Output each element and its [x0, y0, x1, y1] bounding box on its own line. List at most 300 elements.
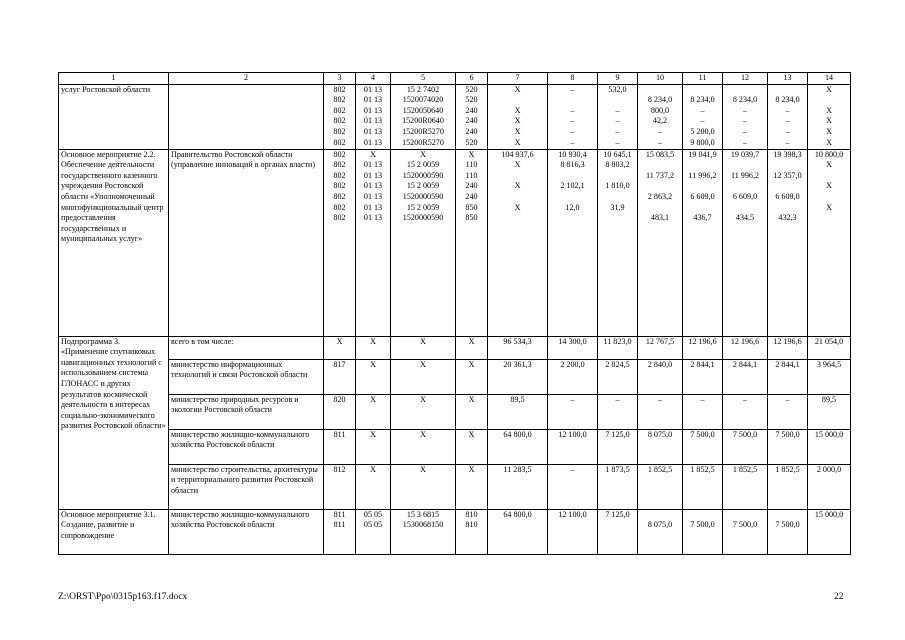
code-col5: X [391, 394, 456, 429]
cell-line: X [514, 126, 521, 136]
cell-line [810, 213, 848, 224]
value-col10: – [638, 394, 683, 429]
value-col9: 11 823,0 [598, 336, 638, 359]
value-col11: – [683, 394, 723, 429]
header-row [59, 73, 851, 85]
code-col5: X [391, 429, 456, 464]
cell-line: 5 200,0 [690, 126, 715, 136]
cell-line: 15 2 0059 [406, 181, 440, 191]
cell-line: 64 800,0 [503, 509, 532, 519]
cell-line: X [514, 160, 521, 170]
executor-cell: министерство строительства, архитектуры и территориального развития Ростовской области [169, 464, 324, 509]
cell-line: X [514, 84, 521, 94]
cell-line: 10 930,4 [558, 149, 587, 159]
code-col6 [456, 149, 488, 336]
value-col9: 7 125,0 [598, 429, 638, 464]
cell-line: 15 3 6815 [406, 509, 440, 519]
cell-line [490, 520, 545, 531]
cell-line: – [742, 105, 748, 115]
cell-line [550, 95, 595, 106]
cell-line: – [742, 116, 748, 126]
code-col6: X [456, 394, 488, 429]
value-col7 [488, 149, 548, 336]
cell-line [685, 181, 720, 192]
value-col12 [723, 509, 768, 554]
cell-line [490, 192, 545, 203]
code-col6: X [456, 464, 488, 509]
value-col12 [723, 84, 768, 149]
cell-line: 434,5 [735, 213, 755, 223]
cell-line: X [826, 126, 832, 136]
code-col6 [456, 84, 488, 149]
page-number: 22 [834, 592, 844, 602]
value-col11 [683, 84, 723, 149]
table-row [59, 149, 851, 336]
cell-line: 802 [333, 160, 346, 170]
table-row [59, 394, 851, 429]
cell-line: – [615, 126, 620, 136]
executor-cell: министерство жилищно-коммунального хозяйства Ростовской области [169, 509, 324, 554]
cell-line: 436,7 [693, 213, 712, 223]
cell-line: 19 041,9 [688, 149, 717, 159]
cell-line: 1520074020 [402, 95, 444, 105]
cell-line: – [785, 137, 790, 147]
executor-cell [169, 84, 324, 149]
cell-line: – [570, 116, 575, 126]
value-col13: – [768, 394, 808, 429]
document-path: Z:\ORST\Ppo\0315p163.f17.docx [58, 592, 188, 602]
cell-line: 15 083,5 [645, 149, 675, 159]
cell-line [640, 85, 680, 96]
table-row [59, 429, 851, 464]
value-col7: 96 534,3 [488, 336, 548, 359]
cell-line [490, 213, 545, 224]
value-col9: 2 824,5 [598, 359, 638, 394]
cell-line [600, 95, 635, 106]
cell-line: 11 996,2 [730, 170, 760, 180]
cell-line: X [514, 105, 521, 115]
cell-line: 802 [333, 84, 346, 94]
value-col9: 1 873,5 [598, 464, 638, 509]
code-col5 [391, 84, 456, 149]
cell-line: 01 13 [363, 95, 383, 105]
cell-line: X [514, 181, 521, 191]
code-col4: X [356, 359, 391, 394]
cell-line: 1 810,0 [605, 181, 630, 191]
cell-line: 7 500,0 [775, 520, 800, 530]
value-col14 [808, 509, 851, 554]
cell-line: 11 996,2 [688, 170, 717, 180]
cell-line [550, 213, 595, 224]
cell-line: 802 [333, 213, 346, 223]
cell-line: 31,9 [610, 202, 625, 212]
cell-line: 7 125,0 [605, 509, 630, 519]
header-cell: 14 [808, 73, 851, 85]
cell-line: 810 [465, 509, 478, 519]
code-col4 [356, 149, 391, 336]
cell-line: – [570, 105, 575, 115]
header-cell: 2 [169, 73, 324, 85]
cell-line: – [785, 105, 790, 115]
cell-line: – [570, 84, 575, 94]
header-cell: 3 [324, 73, 356, 85]
cell-line: 240 [465, 126, 478, 136]
value-col12: 2 844,1 [723, 359, 768, 394]
code-col6: X [456, 359, 488, 394]
cell-line [770, 203, 805, 214]
cell-line: 19 398,3 [773, 149, 802, 159]
cell-line: 8 234,0 [732, 95, 758, 105]
cell-line: 6 609,0 [775, 191, 800, 201]
cell-line [810, 192, 848, 203]
code-col4: X [356, 429, 391, 464]
cell-line: 800,0 [650, 105, 670, 115]
cell-line: 11 737,2 [645, 170, 675, 180]
cell-line: X [420, 149, 426, 159]
cell-line [685, 160, 720, 171]
budget-table [58, 72, 851, 555]
cell-line [490, 95, 545, 106]
cell-line [550, 171, 595, 182]
cell-line: 240 [465, 181, 478, 191]
value-col9 [598, 149, 638, 336]
header-cell: 8 [548, 73, 598, 85]
cell-line: 802 [333, 170, 346, 180]
cell-line: 8 234,0 [775, 95, 800, 105]
value-col14: 21 054,0 [808, 336, 851, 359]
event-name-cell: Основное мероприятие 2.2. Обеспечение деятельности государственного казенного учреждения Ростовской области «Уполномоченный многофункциональный центр предоставления государственных и муниципальных услуг» [59, 149, 169, 336]
cell-line: X [514, 137, 521, 147]
header-cell: 10 [638, 73, 683, 85]
value-col10: 12 767,5 [638, 336, 683, 359]
cell-line: 01 13 [363, 126, 383, 136]
table-row [59, 84, 851, 149]
cell-line: 1520000590 [402, 170, 444, 180]
cell-line: 2 863,2 [647, 191, 673, 201]
value-col11: 1 852,5 [683, 464, 723, 509]
subprogram-name-cell: Подпрограмма 3. «Применение спутниковых навигационных технологий с использованием системы ГЛОНАСС и других результатов космической деятельности в интересах социально-экономического развития Ростовской области» [59, 336, 169, 509]
cell-line [490, 171, 545, 182]
cell-line: 520 [465, 84, 478, 94]
cell-line: X [370, 149, 376, 159]
event-name-cell: Основное мероприятие 3.1. Создание, развитие и сопровождение [59, 509, 169, 554]
header-cell: 7 [488, 73, 548, 85]
cell-line: X [826, 84, 832, 94]
cell-line: 1520000590 [402, 191, 444, 201]
cell-line: 1530068150 [402, 520, 444, 530]
cell-line [725, 510, 765, 521]
cell-line: 8 803,2 [605, 160, 630, 170]
code-col5: X [391, 359, 456, 394]
cell-line: 6 609,0 [690, 191, 715, 201]
header-cell: 9 [598, 73, 638, 85]
cell-line [725, 181, 765, 192]
cell-line [725, 160, 765, 171]
table-row [59, 464, 851, 509]
cell-line: X [514, 116, 521, 126]
value-col10: 2 840,0 [638, 359, 683, 394]
cell-line: 9 800,0 [690, 137, 715, 147]
cell-line: – [742, 126, 748, 136]
cell-line: 802 [333, 181, 346, 191]
cell-line: 15200R5270 [402, 126, 444, 136]
cell-line: – [700, 105, 705, 115]
value-col14 [808, 149, 851, 336]
cell-line: 802 [333, 116, 346, 126]
cell-line: X [826, 160, 832, 170]
value-col14 [808, 84, 851, 149]
cell-line: 42,2 [652, 116, 668, 126]
value-col10 [638, 84, 683, 149]
cell-line: 520 [465, 95, 478, 105]
cell-line: 432,3 [778, 213, 797, 223]
cell-line: 1520050640 [402, 105, 444, 115]
cell-line: – [570, 126, 575, 136]
value-col13: 1 852,5 [768, 464, 808, 509]
cell-line: 01 13 [363, 213, 383, 223]
executor-cell: министерство жилищно-коммунального хозяйства Ростовской области [169, 429, 324, 464]
code-col3: X [324, 336, 356, 359]
value-col7: 64 800,0 [488, 429, 548, 464]
code-col3 [324, 509, 356, 554]
cell-line: – [742, 137, 748, 147]
cell-line: – [657, 126, 663, 136]
value-col7: 11 283,5 [488, 464, 548, 509]
cell-line: 850 [465, 202, 478, 212]
cell-line: 1520000590 [402, 213, 444, 223]
cell-line: 7 500,0 [690, 520, 715, 530]
value-col9 [598, 509, 638, 554]
value-col11: 12 196,6 [683, 336, 723, 359]
value-col8 [548, 84, 598, 149]
value-col10 [638, 149, 683, 336]
header-cell: 4 [356, 73, 391, 85]
code-col6: X [456, 336, 488, 359]
cell-line: 104 937,6 [501, 149, 534, 159]
table-row [59, 336, 851, 359]
cell-line: 850 [465, 213, 478, 223]
cell-line: 8 234,0 [647, 95, 673, 105]
cell-line: 15200R0640 [402, 116, 444, 126]
cell-line: – [615, 137, 620, 147]
cell-line: 8 234,0 [690, 95, 715, 105]
cell-line: 05 05 [363, 520, 383, 530]
cell-line: 532,0 [608, 84, 627, 94]
value-col11 [683, 149, 723, 336]
cell-line: 110 [465, 160, 478, 170]
header-cell: 5 [391, 73, 456, 85]
cell-line: 12 357,0 [773, 170, 802, 180]
header-cell: 11 [683, 73, 723, 85]
header-cell: 12 [723, 73, 768, 85]
value-col8: – [548, 394, 598, 429]
cell-line [640, 181, 680, 192]
cell-line: 8 075,0 [647, 520, 673, 530]
cell-line: – [785, 116, 790, 126]
value-col13: 7 500,0 [768, 429, 808, 464]
code-col3: 817 [324, 359, 356, 394]
code-col3 [324, 84, 356, 149]
cell-line: 520 [465, 137, 478, 147]
cell-line: 01 13 [363, 202, 383, 212]
cell-line: 240 [465, 191, 478, 201]
cell-line: 802 [333, 202, 346, 212]
value-col12: 1 852,5 [723, 464, 768, 509]
cell-line: 2 102,1 [560, 181, 585, 191]
cell-line: 01 13 [363, 137, 383, 147]
code-col5 [391, 149, 456, 336]
header-cell: 6 [456, 73, 488, 85]
cell-line: 802 [333, 149, 346, 159]
cell-line: – [615, 105, 620, 115]
code-col4 [356, 509, 391, 554]
value-col10 [638, 509, 683, 554]
code-col3: 820 [324, 394, 356, 429]
cell-line [600, 520, 635, 531]
cell-line: – [570, 137, 575, 147]
cell-line [725, 85, 765, 96]
value-col14: 2 000,0 [808, 464, 851, 509]
cell-line: 10 800,0 [814, 149, 844, 159]
value-col8: – [548, 464, 598, 509]
cell-line: 8 816,3 [560, 160, 585, 170]
cell-line [685, 85, 720, 96]
cell-line: X [826, 105, 832, 115]
code-col4: X [356, 464, 391, 509]
cell-line: 240 [465, 116, 478, 126]
value-col9 [598, 84, 638, 149]
cell-line [685, 203, 720, 214]
executor-cell: министерство природных ресурсов и экологии Ростовской области [169, 394, 324, 429]
cell-line: 01 13 [363, 116, 383, 126]
cell-line: 802 [333, 137, 346, 147]
cell-line [770, 181, 805, 192]
executor-cell: всего в том числе: [169, 336, 324, 359]
value-col8: 14 300,0 [548, 336, 598, 359]
value-col11: 7 500,0 [683, 429, 723, 464]
cell-line [550, 520, 595, 531]
value-col13 [768, 84, 808, 149]
cell-line [770, 85, 805, 96]
cell-line: 01 13 [363, 181, 383, 191]
cell-line: – [700, 116, 705, 126]
value-col8 [548, 509, 598, 554]
cell-line: 810 [465, 520, 478, 530]
cell-line: 110 [465, 170, 478, 180]
table-row [59, 509, 851, 554]
value-col13: 2 844,1 [768, 359, 808, 394]
cell-line: 811 [333, 509, 346, 519]
cell-line: 01 13 [363, 191, 383, 201]
cell-line: 10 645,1 [603, 149, 632, 159]
value-col7 [488, 509, 548, 554]
cell-line: 240 [465, 105, 478, 115]
cell-line: 15 2 0059 [406, 202, 440, 212]
cell-line [810, 520, 848, 531]
value-col11 [683, 509, 723, 554]
cell-line: 15 000,0 [814, 509, 844, 519]
value-col12: 7 500,0 [723, 429, 768, 464]
cell-line: 05 05 [363, 509, 383, 519]
cell-line [640, 160, 680, 171]
cell-line: 6 609,0 [732, 191, 758, 201]
cell-line [810, 95, 848, 106]
code-col4: X [356, 394, 391, 429]
table-row [59, 359, 851, 394]
executor-cell: Правительство Ростовской области (управление инноваций в органах власти) [169, 149, 324, 336]
code-col4 [356, 84, 391, 149]
value-col7 [488, 84, 548, 149]
executor-cell: министерство информационных технологий и связи Ростовской области [169, 359, 324, 394]
cell-line: 802 [333, 191, 346, 201]
cell-line [770, 160, 805, 171]
cell-line: X [826, 137, 832, 147]
cell-line [600, 213, 635, 224]
code-col3 [324, 149, 356, 336]
value-col13 [768, 509, 808, 554]
cell-line: 12,0 [565, 202, 580, 212]
cell-line: X [514, 202, 521, 212]
cell-line: 15 2 7402 [406, 84, 440, 94]
value-col7: 20 361,3 [488, 359, 548, 394]
value-col12: 12 196,6 [723, 336, 768, 359]
value-col12 [723, 149, 768, 336]
value-col13: 12 196,6 [768, 336, 808, 359]
cell-line: 01 13 [363, 84, 383, 94]
cell-line: 19 039,7 [730, 149, 760, 159]
cell-line: 802 [333, 95, 346, 105]
value-col14: 15 000,0 [808, 429, 851, 464]
cell-line: X [826, 181, 832, 191]
cell-line [550, 192, 595, 203]
cell-line: 15 2 0059 [406, 160, 440, 170]
cell-line [725, 203, 765, 214]
cell-line [685, 510, 720, 521]
cell-line: 01 13 [363, 105, 383, 115]
cell-line: 811 [333, 520, 346, 530]
code-col5: X [391, 464, 456, 509]
value-col10: 1 852,5 [638, 464, 683, 509]
value-col13 [768, 149, 808, 336]
value-col14: 89,5 [808, 394, 851, 429]
cell-line: X [468, 149, 475, 159]
cell-line: 802 [333, 105, 346, 115]
code-col3: 812 [324, 464, 356, 509]
code-col6: X [456, 429, 488, 464]
cell-line: 01 13 [363, 160, 383, 170]
cell-line: X [826, 116, 832, 126]
value-col14: 3 964,5 [808, 359, 851, 394]
code-col6 [456, 509, 488, 554]
value-col8: 12 100,0 [548, 429, 598, 464]
cell-line: 12 100,0 [558, 509, 587, 519]
value-col12: – [723, 394, 768, 429]
cell-line [600, 171, 635, 182]
code-col3: 811 [324, 429, 356, 464]
cell-line [600, 192, 635, 203]
value-col8 [548, 149, 598, 336]
cell-line [640, 203, 680, 214]
value-col9: – [598, 394, 638, 429]
code-col5: X [391, 336, 456, 359]
cell-line: 483,1 [650, 213, 670, 223]
cell-line [770, 510, 805, 521]
event-name-cell: услуг Ростовской области [59, 84, 169, 149]
code-col4: X [356, 336, 391, 359]
cell-line: 01 13 [363, 170, 383, 180]
header-cell: 1 [59, 73, 169, 85]
cell-line [810, 171, 848, 182]
